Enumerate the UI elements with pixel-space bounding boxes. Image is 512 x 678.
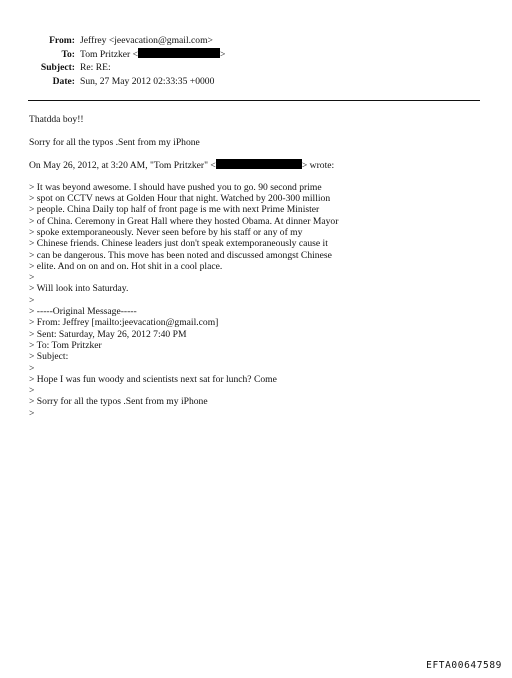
attribution-prefix: On May 26, 2012, at 3:20 AM, "Tom Pritzker" <	[29, 160, 216, 172]
quoted-line: > spot on CCTV news at Golden Hour that night. Watched by 200-300 million	[29, 193, 331, 205]
quoted-line: > From: Jeffrey [mailto:jeevacation@gmail.com]	[29, 317, 219, 329]
quoted-line: > It was beyond awesome. I should have pushed you to go. 90 second prime	[29, 181, 322, 193]
quoted-line: > Sent: Saturday, May 26, 2012 7:40 PM	[29, 328, 187, 340]
date-label: Date:	[52, 75, 75, 87]
quoted-line: > spoke extemporaneously. Never seen before by his staff or any of my	[29, 226, 303, 238]
greeting: Thatdda boy!!	[29, 114, 84, 125]
quoted-line: > To: Tom Pritzker	[29, 339, 102, 351]
document-id: EFTA00647589	[426, 660, 502, 671]
subject-label: Subject:	[40, 62, 75, 73]
attribution-suffix: > wrote:	[301, 160, 335, 172]
to-close: >	[220, 48, 226, 60]
to-value	[80, 48, 225, 62]
quoted-message	[29, 182, 489, 419]
from-label: From:	[49, 35, 75, 46]
quoted-line: >	[29, 294, 35, 306]
quoted-line: > people. China Daily top half of front page is me with next Prime Minister	[29, 204, 320, 216]
quoted-line: > Hope I was fun woody and scientists next sat for lunch? Come	[29, 373, 277, 385]
redaction-block	[216, 159, 302, 169]
quoted-line: > elite. And on on and on. Hot shit in a cool place.	[29, 260, 223, 272]
quoted-line: > Sorry for all the typos .Sent from my iPhone	[29, 396, 208, 408]
quoted-line: >	[29, 272, 35, 284]
quoted-line: >	[29, 407, 35, 419]
from-value: Jeffrey <jeevacation@gmail.com>	[80, 35, 213, 46]
quoted-line: > of China. Ceremony in Great Hall where they hosted Obama. At dinner Mayor	[29, 215, 339, 227]
signature: Sorry for all the typos .Sent from my iPhone	[29, 136, 200, 148]
redaction-block	[138, 48, 220, 58]
to-name: Tom Pritzker <	[80, 48, 139, 60]
header-divider	[28, 100, 480, 101]
email-header	[0, 34, 512, 88]
subject-value: Re: RE:	[80, 62, 111, 73]
quoted-line: > Subject:	[29, 351, 69, 363]
quoted-line: >	[29, 362, 35, 374]
date-value: Sun, 27 May 2012 02:33:35 +0000	[80, 75, 215, 87]
header-from-row	[0, 34, 512, 48]
to-label: To:	[61, 48, 75, 60]
email-body	[29, 114, 489, 419]
quoted-line: > Will look into Saturday.	[29, 283, 129, 295]
quoted-line: > -----Original Message-----	[29, 306, 137, 318]
header-date-row	[0, 75, 512, 89]
header-subject-row	[0, 61, 512, 75]
quoted-line: > Chinese friends. Chinese leaders just don't speak extemporaneously cause it	[29, 238, 328, 250]
attribution-line	[29, 159, 489, 170]
header-to-row	[0, 48, 512, 62]
quoted-line: >	[29, 385, 35, 397]
quoted-line: > can be dangerous. This move has been noted and discussed amongst Chinese	[29, 249, 332, 261]
